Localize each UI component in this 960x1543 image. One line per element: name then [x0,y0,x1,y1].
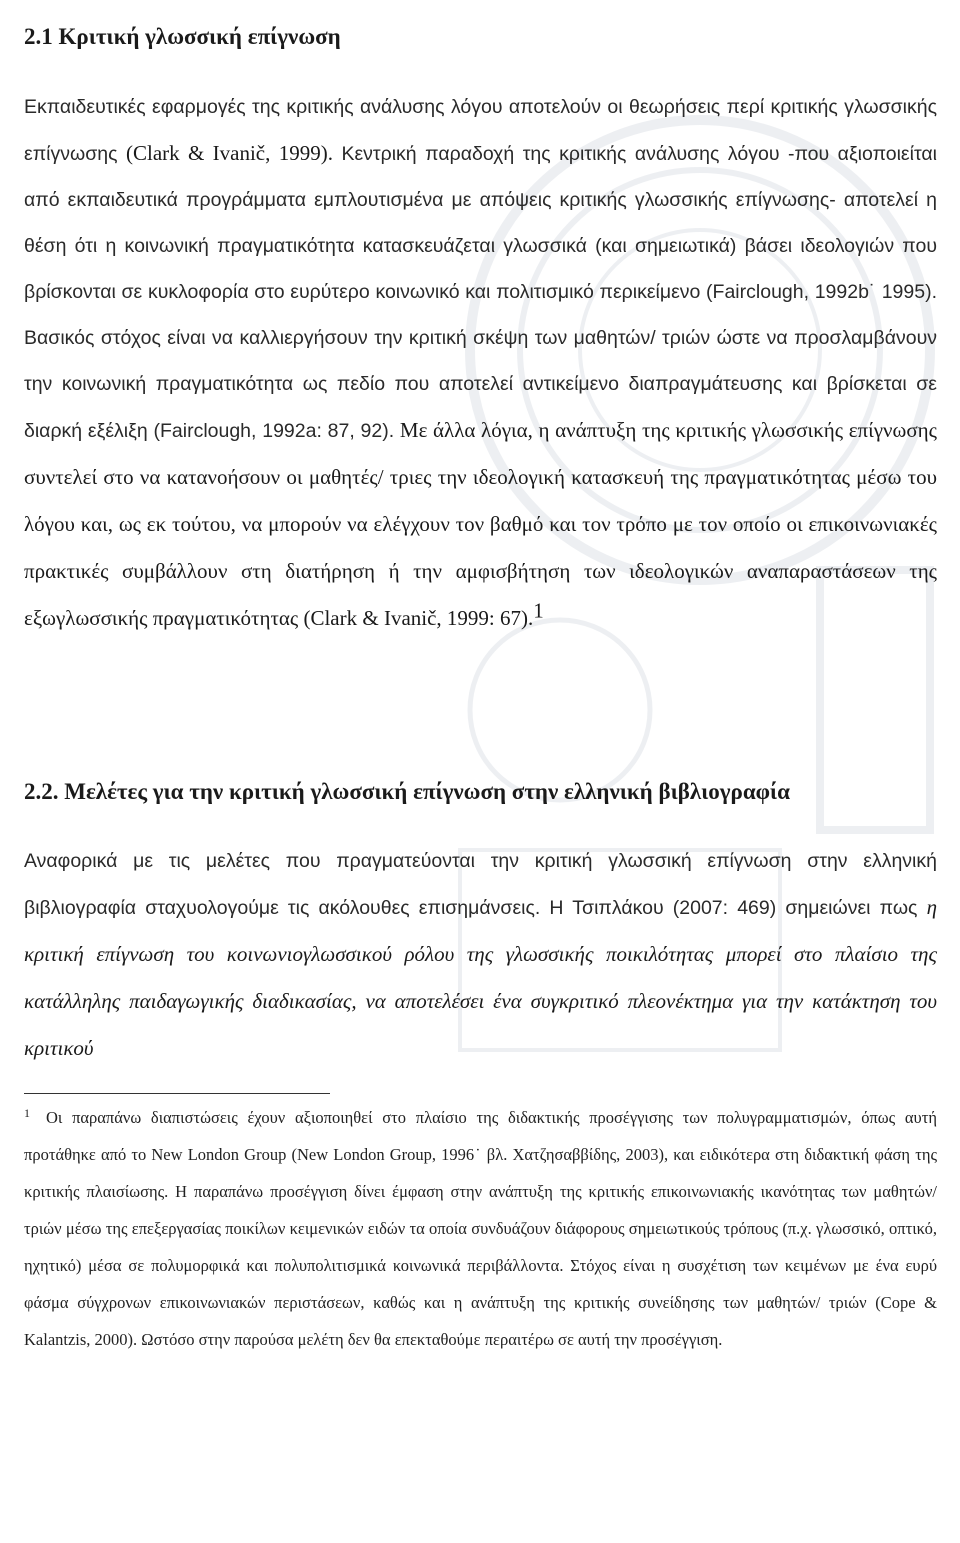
paragraph-text: Εκπαιδευτικές εφαρμογές της κριτικής ανάλυσης λόγου αποτελούν οι θεωρήσεις περί κριτικής γλωσσικής επίγνωσης [24,96,937,165]
paragraph-text-serif: Με άλλα λόγια, η ανάπτυξη της κριτικής γλωσσικής επίγνωσης συντελεί στο να κατανοήσουν οι μαθητές/ τριες την ιδεολογική κατασκευή της πραγματικότητας μέσω του λόγου και, ως εκ τούτου, να μπορούν να ελέγχουν τον βαθμό και τον τρόπο με τον οποίο οι επικοινωνιακές πρακτικές συμβάλλουν στη διατήρηση ή την αμφισβήτηση των ιδεολογικών αναπαραστάσεων της εξωγλωσσικής πραγματικότητας (Clark & Ivanič, 1999: 67). [24,418,937,630]
paragraph-text: Αναφορικά με τις μελέτες που πραγματεύονται την κριτική γλωσσική επίγνωση στην ελληνική βιβλιογραφία σταχυολογούμε τις ακόλουθες επισημάνσεις. Η Τσιπλάκου (2007: 469) σημειώνει πως [24,850,937,919]
paragraph-critical-language-awareness [24,84,937,642]
footnote-1 [24,1099,937,1358]
section-heading-greek-bibliography: 2.2. Μελέτες για την κριτική γλωσσική επίγνωση στην ελληνική βιβλιογραφία [24,779,790,804]
footnote-number: 1 [24,1105,30,1120]
paragraph-text: Κεντρική παραδοχή της κριτικής ανάλυσης λόγου -που αξιοποιείται από εκπαιδευτικά προγράμματα εμπλουτισμένα με απόψεις κριτικής γλωσσικής επίγνωσης- αποτελεί η θέση ότι η κοινωνική πραγματικότητα κατασκευάζεται γλωσσικά (και σημειωτικά) βάσει ιδεολογιών που βρίσκονται σε κυκλοφορία στο ευρύτερο κοινωνικό και πολιτισμικό περικείμενο (Fairclough, 1992b˙ 1995). Βασικός στόχος είναι να καλλιεργήσουν την κριτική σκέψη των μαθητών/ τριών ώστε να προσλαμβάνουν την κοινωνική πραγματικότητα ως πεδίο που αποτελεί αντικείμενο διαπραγμάτευσης και βρίσκεται σε διαρκή εξέλιξη (Fairclough, 1992a: 87, 92). [24,143,937,442]
italic-quote: η κριτική επίγνωση του κοινωνιογλωσσικού ρόλου της γλωσσικής ποικιλότητας μπορεί στο πλαίσιο της κατάλληλης παιδαγωγικής διαδικασίας, να αποτελέσει ένα συγκριτικό πλεονέκτημα για την κατάκτηση του κριτικού [24,895,937,1060]
citation-clark-ivanic: (Clark & Ivanič, 1999). [126,141,333,165]
paragraph-greek-bibliography [24,838,937,1072]
section-heading-critical-language-awareness: 2.1 Κριτική γλωσσική επίγνωση [24,24,341,49]
footnote-text: Οι παραπάνω διαπιστώσεις έχουν αξιοποιηθεί στο πλαίσιο της διδακτικής προσέγγισης των πολυγραμματισμών, όπως αυτή προτάθηκε από το New London Group (New London Group, 1996˙ βλ. Χατζησαββίδης, 2003), και ειδικότερα στη διδακτική φάση της κριτικής πλαισίωσης. Η παραπάνω προσέγγιση δίνει έμφαση στην ανάπτυξη της κριτικής επικοινωνιακής ικανότητας των μαθητών/ τριών μέσω της επεξεργασίας ποικίλων κειμενικών ειδών τα οποία συνδυάζουν διάφορους σημειωτικούς τρόπους (π.χ. γλωσσικό, οπτικό, ηχητικό) μέσα σε πολυμορφικά και πολυπολιτισμικά κοινωνικά περιβάλλοντα. Στόχος είναι η συσχέτιση των κειμένων με ένα ευρύ φάσμα σύγχρονων επικοινωνιακών περιστάσεων, καθώς και η ανάπτυξη της κριτικής συνείδησης των μαθητών/ τριών (Cope & Kalantzis, 2000). Ωστόσο στην παρούσα μελέτη δεν θα επεκταθούμε περαιτέρω σε αυτή την προσέγγιση. [24,1108,937,1349]
footnote-divider [24,1093,330,1094]
footnote-reference[interactable]: 1 [533,598,544,623]
